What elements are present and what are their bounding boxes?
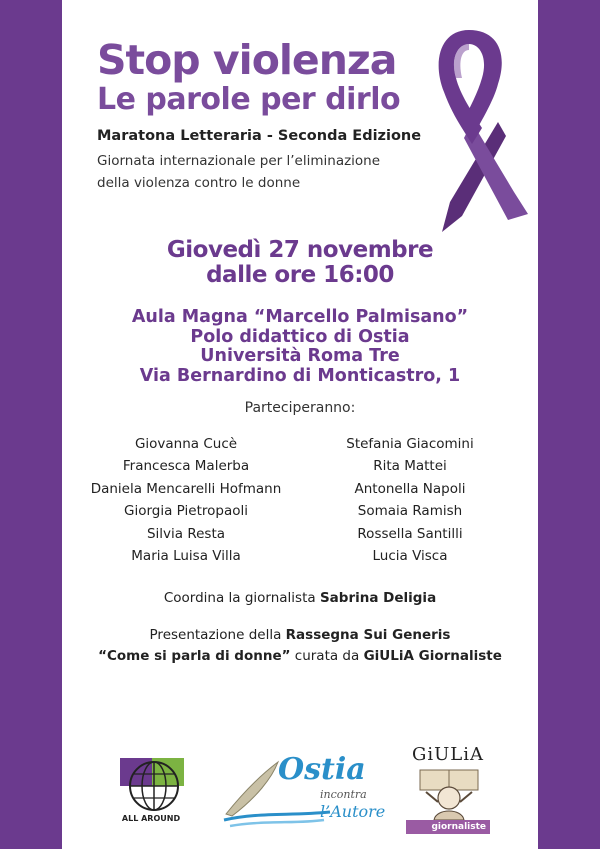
event-date-time <box>62 238 538 288</box>
poster-title: Stop violenza <box>97 36 397 84</box>
coordinator-name: Sabrina Deligia <box>319 590 437 606</box>
event-description-line: della violenza contro le donne <box>97 175 301 191</box>
event-venue <box>62 308 538 386</box>
participants-label: Parteciperanno: <box>244 400 356 416</box>
ostia-logo-autore: l’Autore <box>320 802 386 821</box>
participant-name: Somaia Ramish <box>357 503 463 520</box>
ostia-logo-name: Ostia <box>278 752 366 787</box>
series-name: Rassegna Sui Generis <box>285 627 451 643</box>
participants-right-column <box>290 433 530 567</box>
poster-subtitle-title: Le parole per dirlo <box>97 82 401 117</box>
event-description-line: Giornata internazionale per l’eliminazione <box>97 153 381 169</box>
participant-name: Lucia Visca <box>372 547 448 564</box>
presentation-text <box>62 625 538 667</box>
left-purple-band <box>0 0 62 849</box>
participant-name: Giorgia Pietropaoli <box>124 503 248 520</box>
participant-name: Francesca Malerba <box>122 458 250 475</box>
right-purple-band <box>538 0 600 849</box>
edition-label: Maratona Letteraria - Seconda Edizione <box>97 128 422 144</box>
event-date: Giovedì 27 novembre <box>166 237 434 263</box>
participant-name: Maria Luisa Villa <box>131 547 241 564</box>
presentation-line-1 <box>62 625 538 646</box>
participant-name: Rossella Santilli <box>357 525 463 542</box>
giulia-logo-title: GiULiA <box>411 744 484 765</box>
awareness-ribbon-icon <box>410 22 528 232</box>
publisher-name: GiULiA Giornaliste <box>363 648 502 664</box>
presentation-middle: curata da <box>290 648 364 664</box>
venue-line: Via Bernardino di Monticastro, 1 <box>139 365 461 386</box>
event-time: dalle ore 16:00 <box>206 262 394 288</box>
coordinator-prefix: Coordina la giornalista <box>163 590 320 606</box>
presentation-prefix: Presentazione della <box>149 627 286 643</box>
giulia-figure-logo-icon <box>412 766 486 820</box>
participant-name: Stefania Giacomini <box>346 436 474 452</box>
participant-name: Daniela Mencarelli Hofmann <box>90 480 282 497</box>
venue-line: Università Roma Tre <box>200 346 400 366</box>
participants-left-column <box>66 433 306 567</box>
venue-line: Aula Magna “Marcello Palmisano” <box>131 307 469 327</box>
participant-name: Rita Mattei <box>373 458 447 475</box>
ostia-logo-incontra: incontra <box>320 788 367 801</box>
event-description <box>97 150 427 194</box>
presentation-line-2 <box>62 646 538 667</box>
book-title: “Come si parla di donne” <box>98 648 291 664</box>
participant-name: Giovanna Cucè <box>134 436 238 452</box>
participant-name: Antonella Napoli <box>354 480 466 497</box>
venue-line: Polo didattico di Ostia <box>190 326 410 347</box>
coordinator-line <box>62 590 538 606</box>
giulia-logo-band: giornaliste <box>406 820 490 834</box>
participant-name: Silvia Resta <box>146 525 226 542</box>
all-around-logo-text: ALL AROUND <box>121 814 181 823</box>
